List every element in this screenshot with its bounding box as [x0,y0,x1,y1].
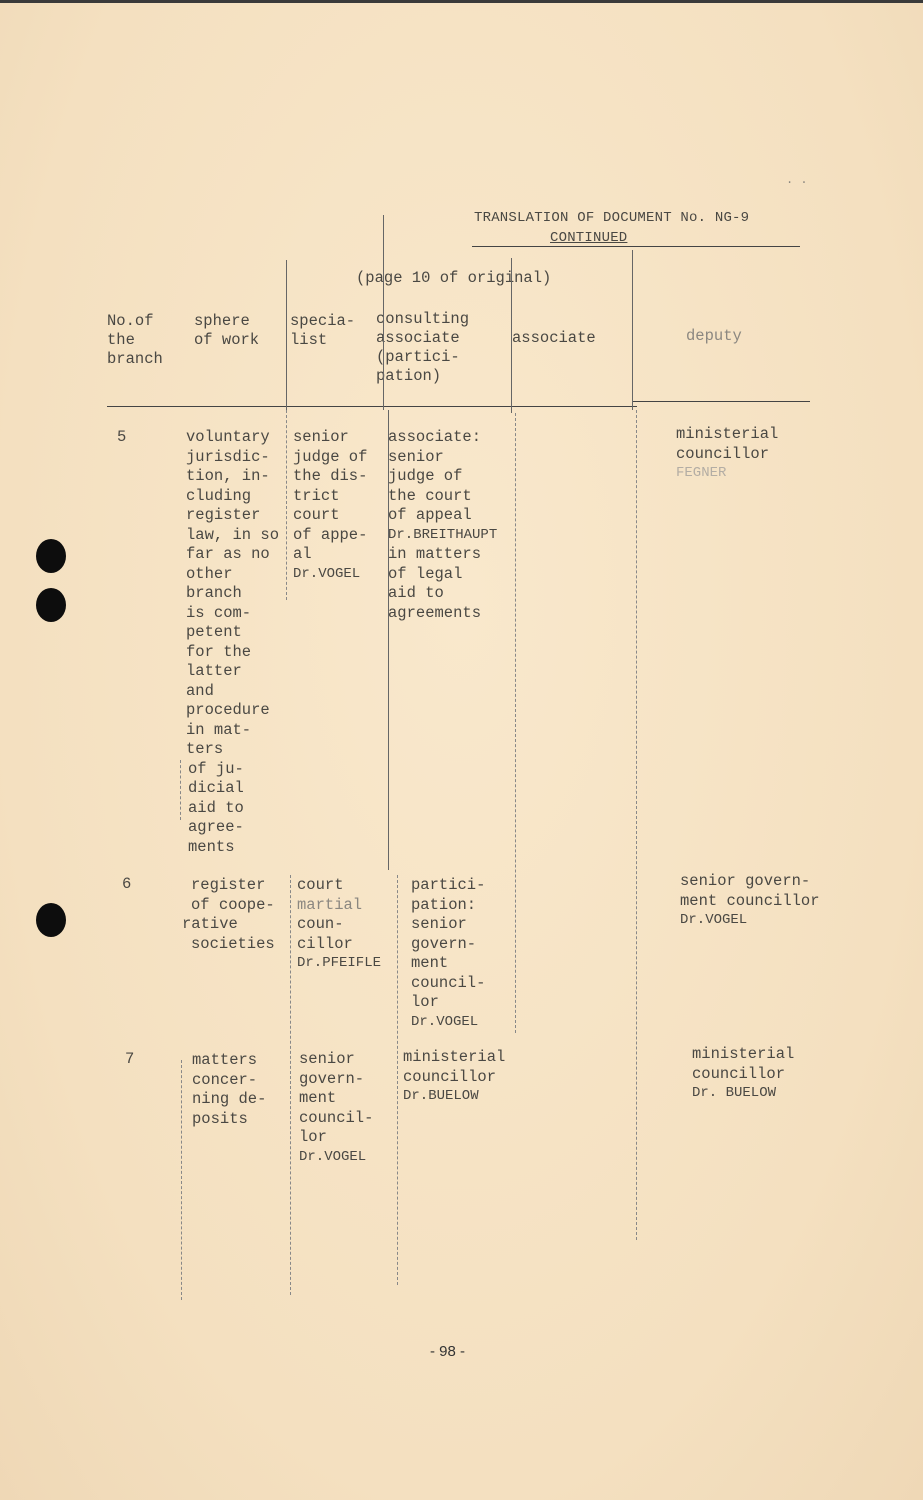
cell-line: Dr.VOGEL [293,565,361,582]
cell-line: jurisdic- [186,447,270,466]
cell-line: register [191,876,266,894]
cell-line: Dr.BREITHAUPT [388,526,498,543]
table-header-rule [632,401,810,402]
table-header-rule [107,406,637,407]
cell-line: law, in so [186,525,280,544]
column-divider [397,875,398,1285]
page-number: - 98 - [430,1343,466,1360]
cell-line: aid to [188,798,244,817]
column-divider [180,760,181,820]
cell-line: of appeal [388,506,472,524]
header-line: specia- [290,312,356,330]
cell-line: senior [299,1050,355,1068]
punch-hole [36,539,66,573]
column-divider [511,258,512,413]
header-line: of work [194,331,260,349]
cell-line: voluntary [186,428,270,446]
cell-line: procedure [186,701,270,719]
cell-line: ministerial [692,1045,795,1063]
cell-line: ters [186,740,224,758]
cell-line: and [186,681,214,700]
cell-line: senior [411,915,467,933]
column-divider [286,260,287,410]
cell-line: judge of [388,467,463,485]
cell-line: lor [299,1128,327,1146]
cell-line: in matters [388,545,482,563]
header-line: branch [107,350,163,368]
cell-line: dicial [188,779,244,797]
row-number: 7 [125,1050,135,1068]
cell-line: councillor [692,1064,786,1083]
cell-line: al [293,545,312,563]
header-line: consulting [376,310,470,328]
cell-line: court [297,876,344,894]
cell-line: associate: [388,428,482,446]
page-note: (page 10 of original) [356,269,552,287]
cell-line: cillor [297,934,353,953]
cell-line: Dr.VOGEL [299,1148,367,1165]
cell-line: FEGNER [676,465,727,481]
cell-line: tion, in- [186,467,270,485]
cell-line: of coope- [191,895,275,914]
column-divider [181,1060,182,1300]
cell-line: senior [293,428,349,446]
cell-line: ministerial [403,1048,506,1066]
header-rule [472,246,800,247]
cell-line: of appe- [293,525,368,544]
cell-line: posits [192,1109,248,1128]
cell-line: ment [411,954,449,972]
header-line: sphere [194,312,250,330]
cell-line: of legal [388,564,463,583]
header-associate: associate [512,329,596,347]
cell-line: aid to [388,584,444,602]
header-line: the [107,331,135,349]
cell-line: is com- [186,603,252,622]
cell-line: Dr.VOGEL [411,1013,479,1030]
top-edge-line [0,0,923,3]
column-divider [632,250,633,410]
cell-line: Dr.VOGEL [680,912,748,928]
header-deputy: deputy [686,327,742,345]
column-divider [515,413,516,1033]
header-line: list [290,331,328,349]
cell-line: latter [186,662,242,680]
cell-line: senior govern- [680,872,811,890]
column-divider [383,215,384,410]
cell-line: council- [299,1108,374,1127]
header-line: No.of [107,312,154,330]
punch-hole [36,588,66,622]
cell-line: council- [411,973,486,992]
cell-line: cluding [186,486,252,505]
cell-line: councillor [676,444,770,463]
cell-line: other [186,564,233,583]
header-line: (partici- [376,348,460,366]
cell-line: partici- [411,876,486,894]
cell-line: martial [297,895,363,914]
cell-line: pation: [411,895,477,914]
cell-line: the court [388,486,472,505]
cell-line: councillor [403,1067,497,1086]
cell-line: govern- [299,1069,365,1088]
cell-line: govern- [411,934,477,953]
cell-line: petent [186,623,242,641]
cell-line: ment [299,1089,337,1107]
cell-line: lor [411,993,439,1011]
cell-line: the dis- [293,467,368,485]
cell-line: Dr.PFEIFLE [297,955,382,971]
cell-line: societies [191,934,275,953]
continued-label: CONTINUED [550,230,628,246]
cell-line: ments [188,837,235,856]
cell-line: agreements [388,603,482,622]
cell-line: senior [388,447,444,466]
cell-line: matters [192,1051,258,1069]
cell-line: judge of [293,447,368,466]
cell-line: register [186,506,261,524]
cell-line: concer- [192,1070,258,1089]
column-divider [636,410,637,1240]
cell-line: trict [293,486,340,505]
corner-mark: . . [786,173,808,187]
cell-line: Dr. BUELOW [692,1085,777,1101]
translation-title: TRANSLATION OF DOCUMENT No. NG-9 [474,210,750,226]
row-number: 5 [117,428,127,446]
punch-hole [36,903,66,937]
cell-line: rative [182,915,238,933]
cell-line: of ju- [188,759,244,778]
cell-line: ment councillor [680,891,820,910]
cell-line: for the [186,642,252,661]
cell-line: ning de- [192,1090,267,1108]
column-divider [290,875,291,1295]
cell-line: court [293,506,340,524]
cell-line: branch [186,584,242,602]
row-number: 6 [122,875,132,893]
cell-line: agree- [188,818,244,836]
cell-line: Dr.BUELOW [403,1088,479,1104]
cell-line: ministerial [676,425,779,443]
header-line: pation) [376,367,442,385]
header-line: associate [376,329,460,347]
column-divider [286,410,287,600]
cell-line: in mat- [186,720,252,739]
cell-line: coun- [297,915,344,933]
cell-line: far as no [186,545,270,563]
